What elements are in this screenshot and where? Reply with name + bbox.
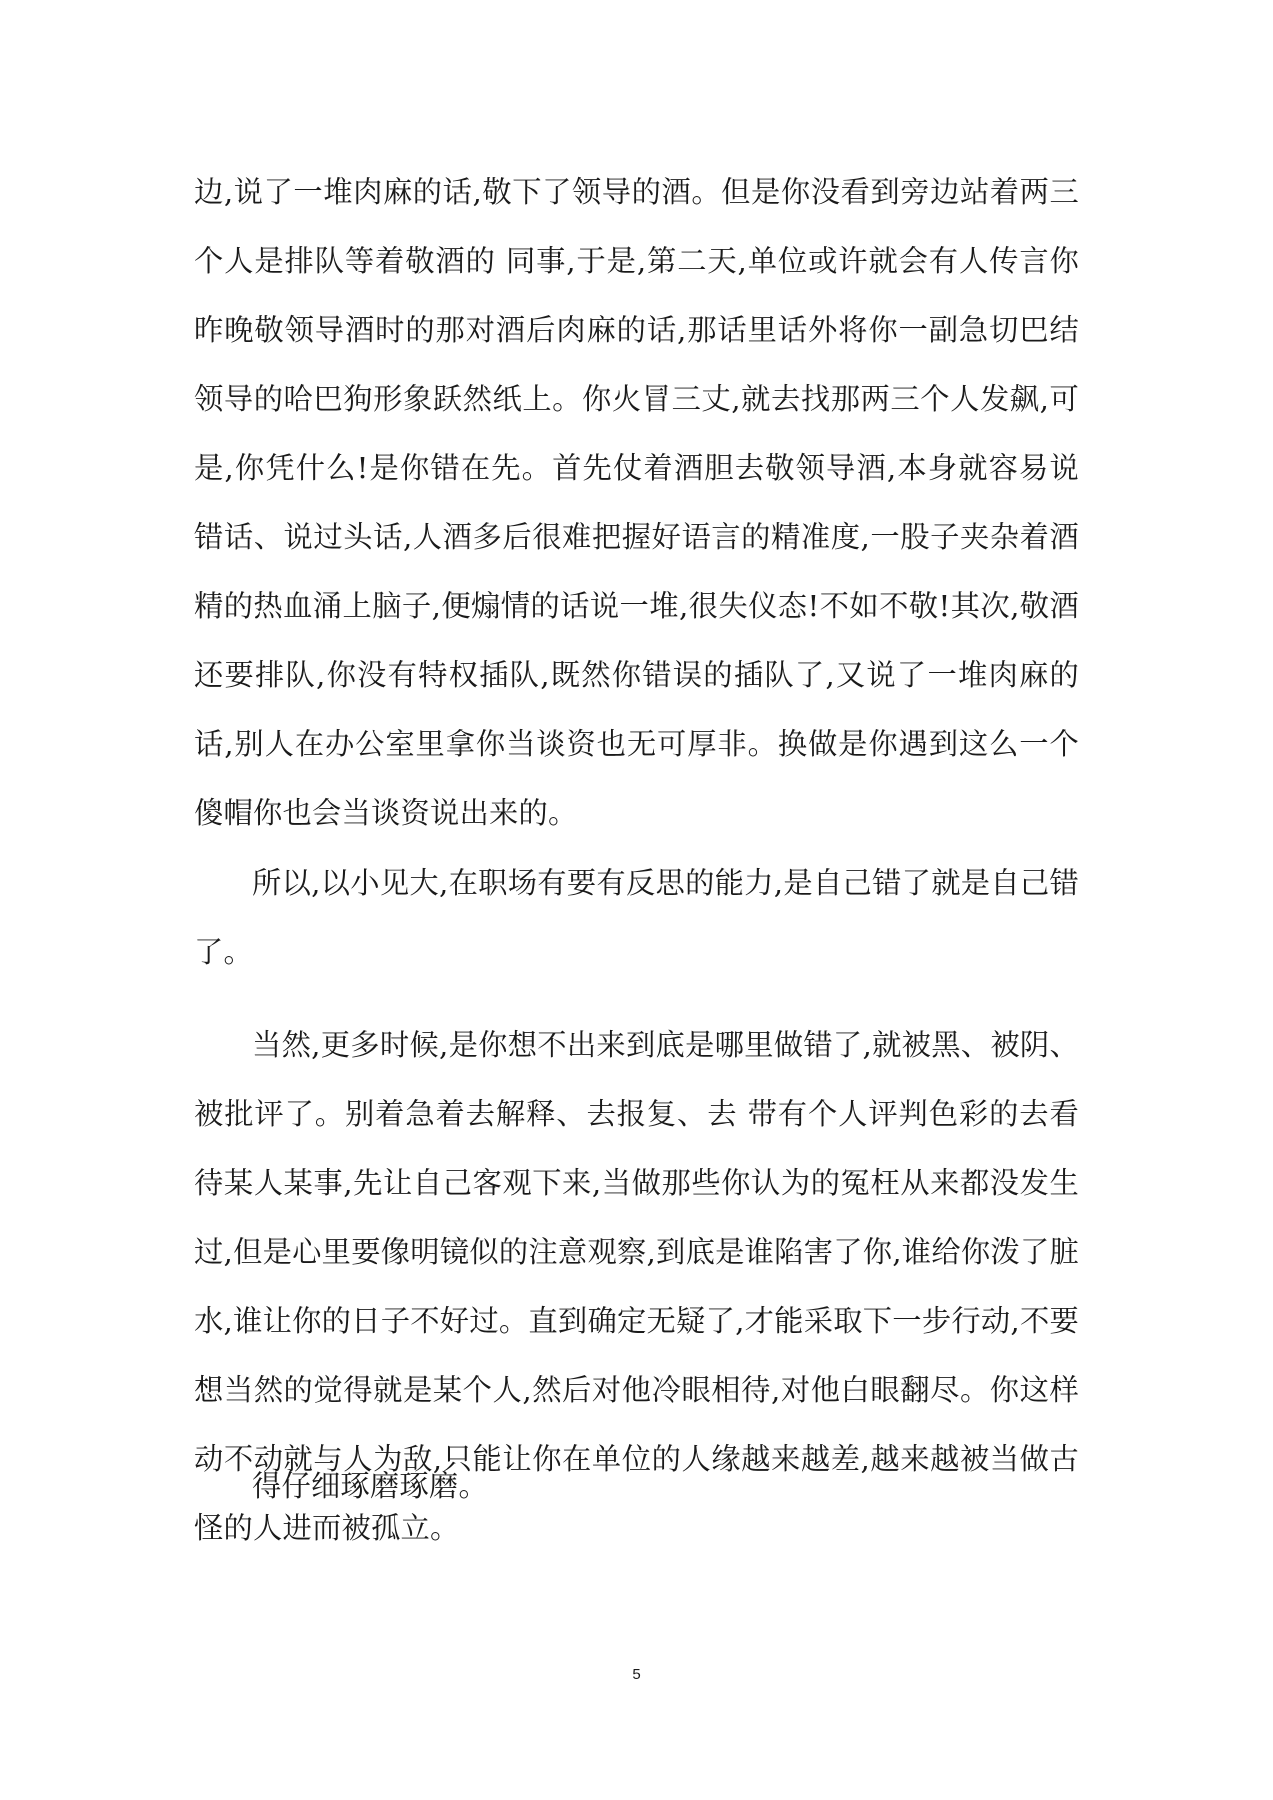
page-number: 5 bbox=[632, 1666, 641, 1683]
paragraph-4: 得仔细琢磨琢磨。 bbox=[252, 1469, 488, 1503]
paragraph-1: 边,说了一堆肉麻的话,敬下了领导的酒。但是你没看到旁边站着两三个人是排队等着敬酒的 同事,于是,第二天,单位或许就会有人传言你昨晚敬领导酒时的那对酒后肉麻的话,那话里话外将你一副急切巴结领导的哈巴狗形象跃然纸上。你火冒三丈,就去找那两三个人发飙,可是,你凭什么!是你错在先。首先仗着酒胆去敬领导酒,本身就容易说错话、说过头话,人酒多后很难把握好语言的精准度,一股子夹杂着酒精的热血涌上脑子,便煽情的话说一堆,很失仪态!不如不敬!其次,敬酒还要排队,你没有特权插队,既然你错误的插队了,又说了一堆肉麻的话,别人在办公室里拿你当谈资也无可厚非。换做是你遇到这么一个傻帽你也会当谈资说出来的。 bbox=[194, 175, 1079, 830]
paragraph-3: 当然,更多时候,是你想不出来到底是哪里做错了,就被黑、被阴、被批评了。别着急着去解释、去报复、去 带有个人评判色彩的去看待某人某事,先让自己客观下来,当做那些你认为的冤枉从来都没发生过,但是心里要像明镜似的注意观察,到底是谁陷害了你,谁给你泼了脏水,谁让你的日子不好过。直到确定无疑了,才能采取下一步行动,不要想当然的觉得就是某个人,然后对他冷眼相待,对他白眼翻尽。你这样动不动就与人为敌,只能让你在单位的人缘越来越差,越来越被当做古怪的人进而被孤立。 bbox=[194, 1028, 1079, 1545]
paragraph-2: 所以,以小见大,在职场有要有反思的能力,是自己错了就是自己错了。 bbox=[194, 866, 1079, 969]
